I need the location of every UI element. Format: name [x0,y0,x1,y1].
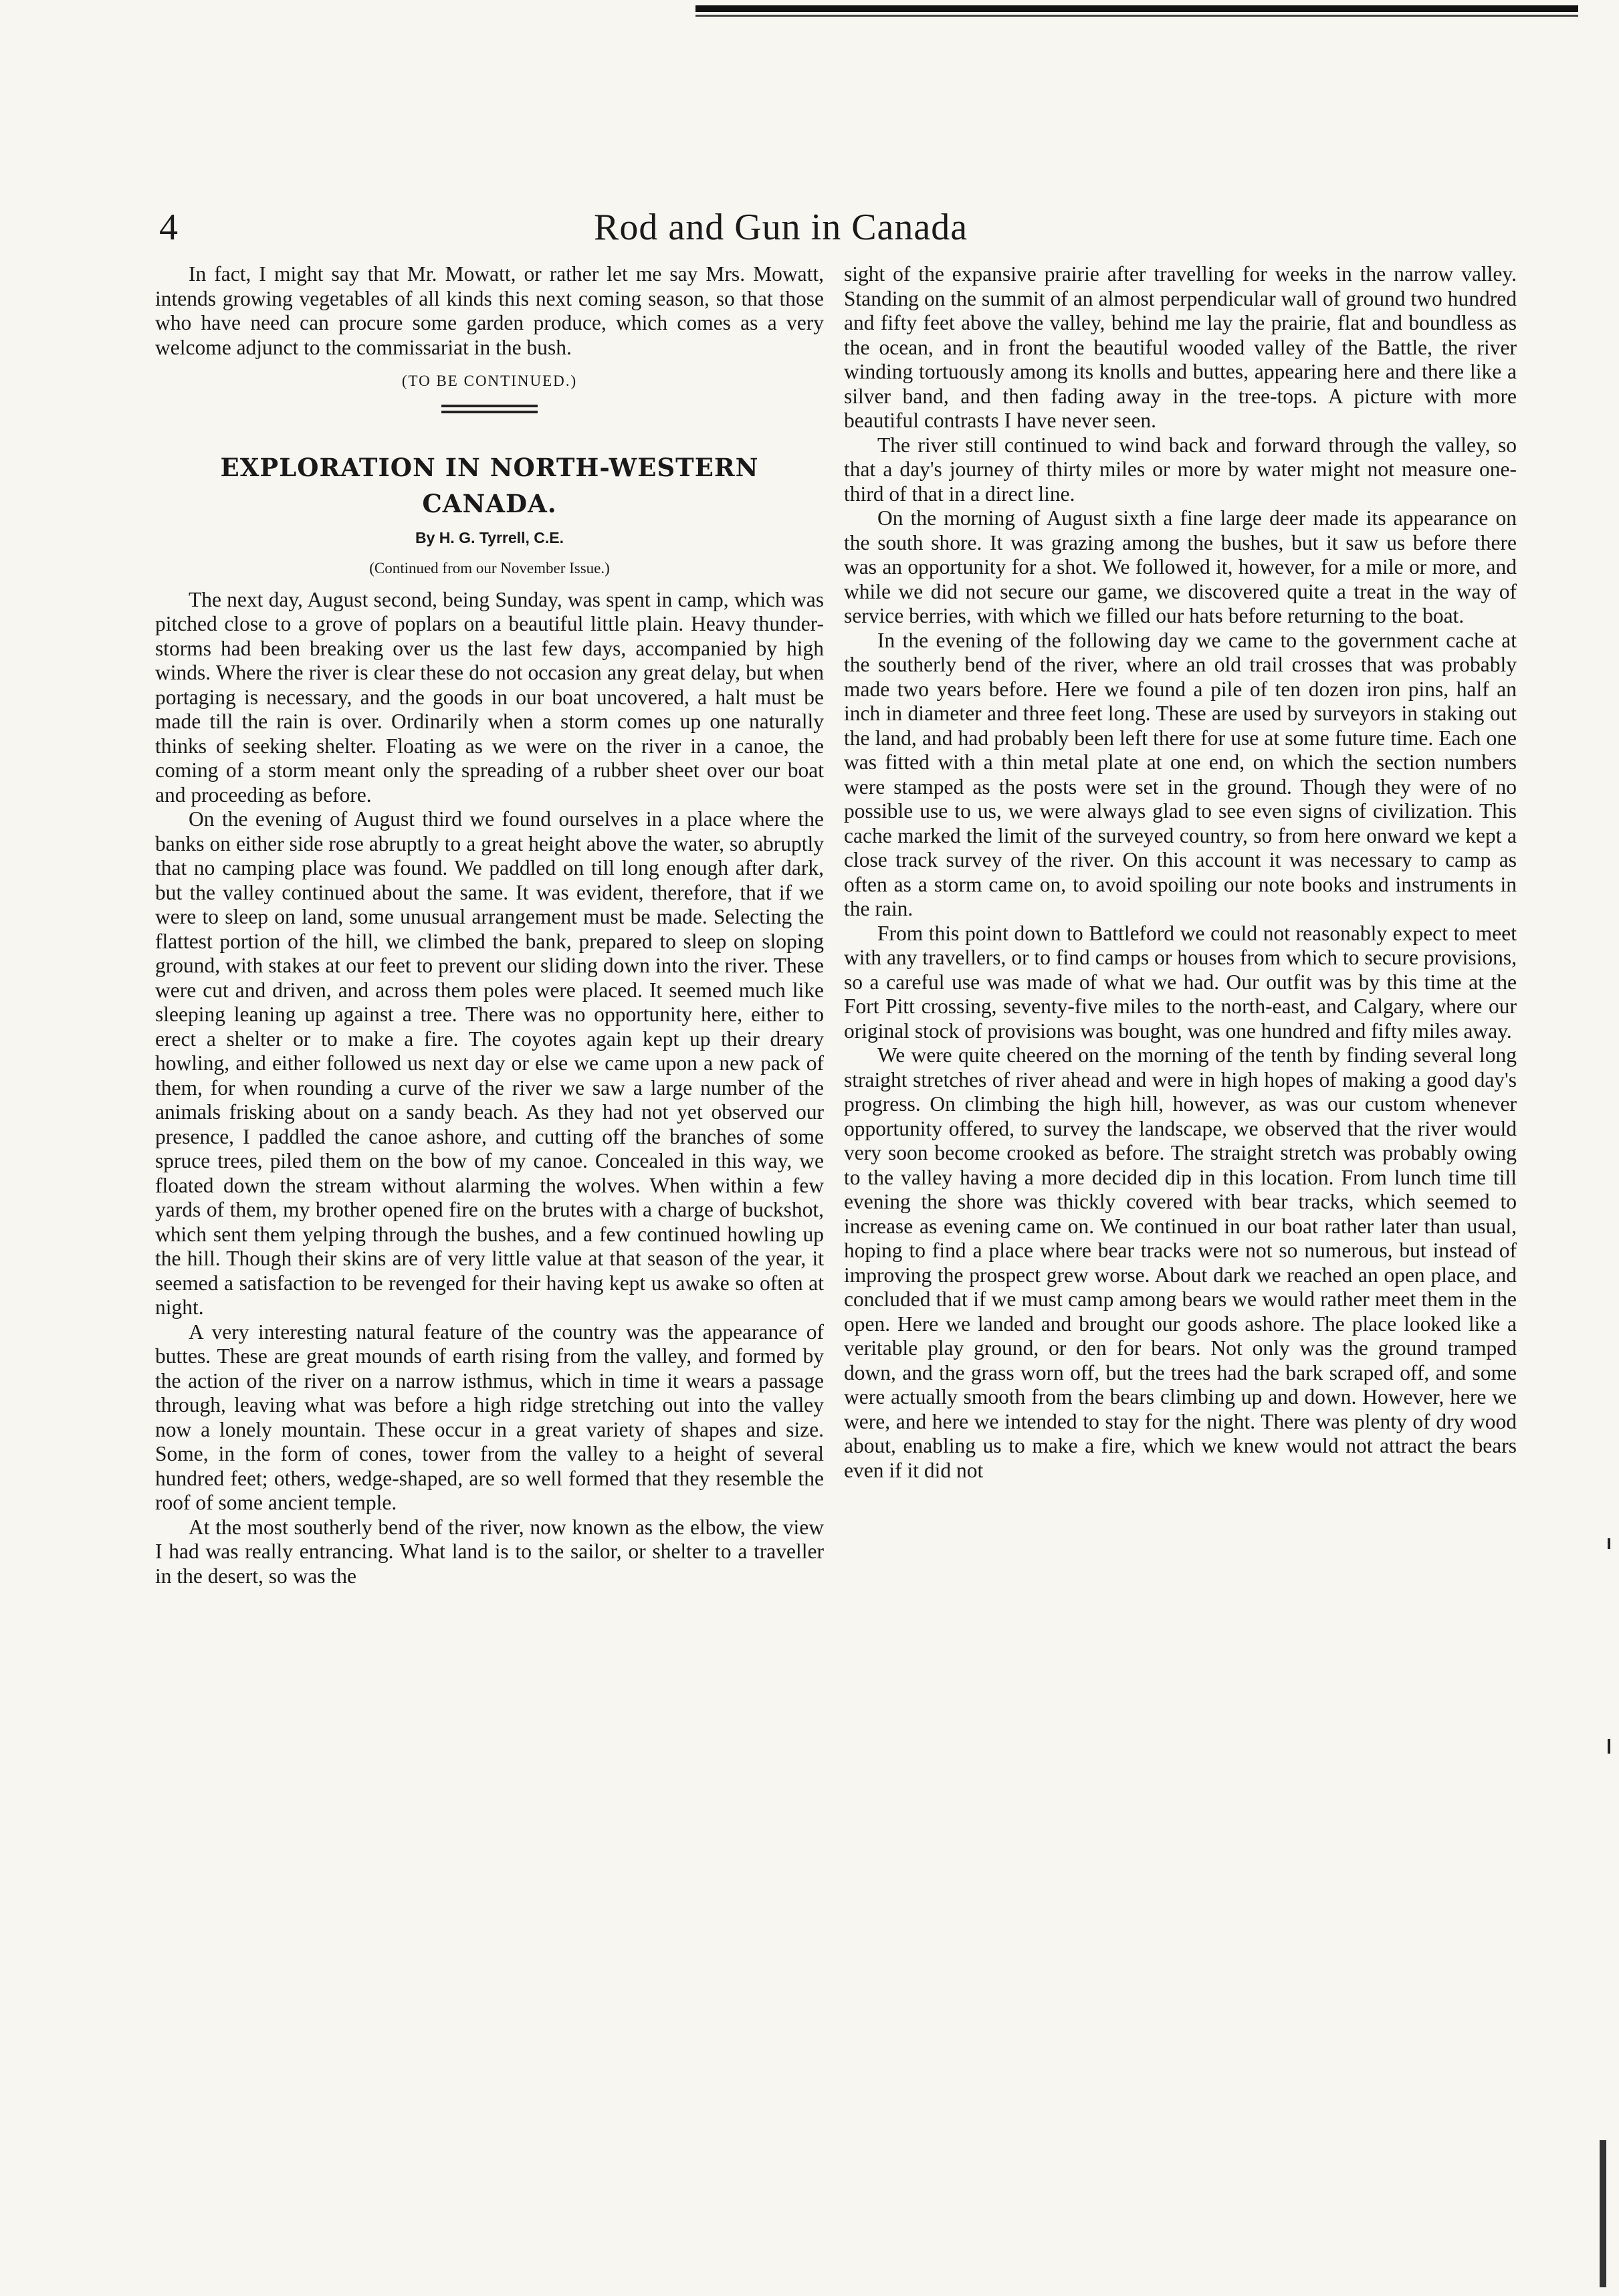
scan-edge-mark [1600,2140,1606,2287]
top-rule [695,5,1578,12]
to-be-continued: (TO BE CONTINUED.) [401,373,578,389]
body-paragraph: A very interesting natural feature of the country was the appearance of buttes. These are great mounds of earth rising from the valley, and formed by the action of the river on a narrow isthmus, which in time it wears a passage through, leaving what was before a high ridge stretching out into the valley now a lonely mountain. These occur in a great variety of shapes and size. Some, in the form of cones, tower from the valley to a height of several hundred feet; others, wedge-shaped, are so well formed that they resemble the roof of some ancient temple. [155,1320,824,1514]
right-column [844,262,1517,2242]
running-head: Rod and Gun in Canada [594,207,968,248]
carryover-paragraph: sight of the expansive prairie after travelling for weeks in the narrow valley. Standing on the summit of an almost perpendicular wall of ground two hundred and fifty feet above the valley, behind me lay the prairie, flat and boundless as the ocean, and in front the beautiful wooded valley of the Battle, the river winding tortuously among its knolls and buttes, appearing here and there like a silver band, and then fading away in the tree-tops. A picture with more beautiful contrasts I have never seen. [844,262,1517,432]
page-number: 4 [159,207,178,248]
body-paragraph: The next day, August second, being Sunday, was spent in camp, which was pitched close to a grove of poplars on a beautiful little plain. Heavy thunder-storms had been breaking over us the last few days, accompanied by high winds. Where the river is clear these do not occasion any great delay, but when portaging is necessary, and the goods in our boat uncovered, a halt must be made till the rain is over. Ordinarily when a storm comes up one naturally thinks of seeking shelter. Floating as we were on the river in a canoe, the coming of a storm meant only the spreading of a rubber sheet over our boat and proceeding as before. [155,587,824,807]
body-paragraph: On the morning of August sixth a fine large deer made its appearance on the south shore. It was grazing among the bushes, but it saw us before there was an opportunity for a shot. We followed it, however, for a mile or more, and while we did not secure our game, we discovered quite a treat in the way of service berries, with which we filled our hats before returning to the boat. [844,506,1517,627]
scan-edge-mark [1608,1739,1610,1754]
body-paragraph: On the evening of August third we found ourselves in a place where the banks on either side rose abruptly to a great height above the water, so abruptly that no camping place was found. We paddled on till long enough after dark, but the valley continued about the same. It was evident, therefore, that if we were to sleep on land, some unusual arrangement must be made. Selecting the flattest portion of the hill, we climbed the bank, prepared to sleep on sloping ground, with stakes at our feet to prevent our sliding down into the river. These were cut and driven, and across them poles were placed. It seemed much like sleeping leaning up against a tree. There was no opportunity here, either to erect a shelter or to make a fire. The coyotes again kept up their dreary howling, and either followed us next day or else we came upon a new pack of them, for when rounding a curve of the river we saw a large number of the animals frisking about on a sandy beach. As they had not yet observed our presence, I paddled the canoe ashore, and cutting off the branches of some spruce trees, piled them on the bow of my canoe. Concealed in this way, we floated down the stream without alarming the wolves. When within a few yards of them, my brother opened fire on the brutes with a charge of buckshot, which sent them yelping through the bushes, and a few continued howling up the hill. Though their skins are of very little value at that season of the year, it seemed a satisfaction to be revenged for their having kept us awake so often at night. [155,807,824,1319]
scan-edge-mark [1608,1538,1610,1549]
top-rule-thin [695,15,1578,17]
left-column [155,262,824,2242]
body-paragraph: We were quite cheered on the morning of the tenth by finding several long straight stretches of river ahead and were in high hopes of making a good day's progress. On climbing the high hill, however, as was our custom whenever opportunity offered, to survey the landscape, we observed that the river would very soon become crooked as before. The straight stretch was probably owing to the valley having a more decided dip in this location. From lunch time till evening the shore was thickly covered with bear tracks, which seemed to increase as evening came on. We continued in our boat rather later than usual, hoping to find a place where bear tracks were not so numerous, but instead of improving the prospect grew worse. About dark we reached an open place, and concluded that if we must camp among bears we would rather meet them in the open. Here we landed and brought our goods ashore. The place looked like a veritable play ground, or den for bears. Not only was the ground tramped down, and the grass worn off, but the trees had the bark scraped off, and some were actually smooth from the bears climbing up and down. However, here we were, and here we intended to stay for the night. There was plenty of dry wood about, enabling us to make a fire, which we knew would not attract the bears even if it did not [844,1043,1517,1482]
body-paragraph: At the most southerly bend of the river, now known as the elbow, the view I had was really entrancing. What land is to the sailor, or shelter to a traveller in the desert, so was the [155,1515,824,1588]
carryover-paragraph: In fact, I might say that Mr. Mowatt, or rather let me say Mrs. Mowatt, intends growing vegetables of all kinds this next coming season, so that those who have need can procure some garden produce, which comes as a very welcome adjunct to the commissariat in the bush. [155,262,824,359]
body-paragraph: The river still continued to wind back and forward through the valley, so that a day's journey of thirty miles or more by water might not measure one-third of that in a direct line. [844,433,1517,506]
byline: By H. G. Tyrrell, C.E. [415,528,564,546]
body-paragraph: In the evening of the following day we came to the government cache at the southerly bend of the river, where an old trail crosses that was probably made two years before. Here we found a pile of ten dozen iron pins, half an inch in diameter and three feet long. These are used by surveyors in staking out the land, and had probably been left there for use at some future time. Each one was fitted with a thin metal plate at one end, on which the section numbers were stamped as the posts were set in the ground. Though they were of no possible use to us, we were always glad to see even signs of civilization. This cache marked the limit of the surveyed country, so from here onward we kept a close track survey of the river. On this account it was necessary to camp as often as a storm came on, to avoid spoiling our note books and instruments in the rain. [844,628,1517,920]
source-note: (Continued from our November Issue.) [369,560,610,577]
section-divider [441,405,538,413]
article-title: EXPLORATION IN NORTH-WESTERN CANADA. [220,452,759,518]
body-paragraph: From this point down to Battleford we could not reasonably expect to meet with any travellers, or to find camps or houses from which to secure provisions, so a careful use was made of what we had. Our outfit was by this time at the Fort Pitt crossing, seventy-five miles to the north-east, and Calgary, where our original stock of provisions was bought, was one hundred and fifty miles away. [844,921,1517,1043]
